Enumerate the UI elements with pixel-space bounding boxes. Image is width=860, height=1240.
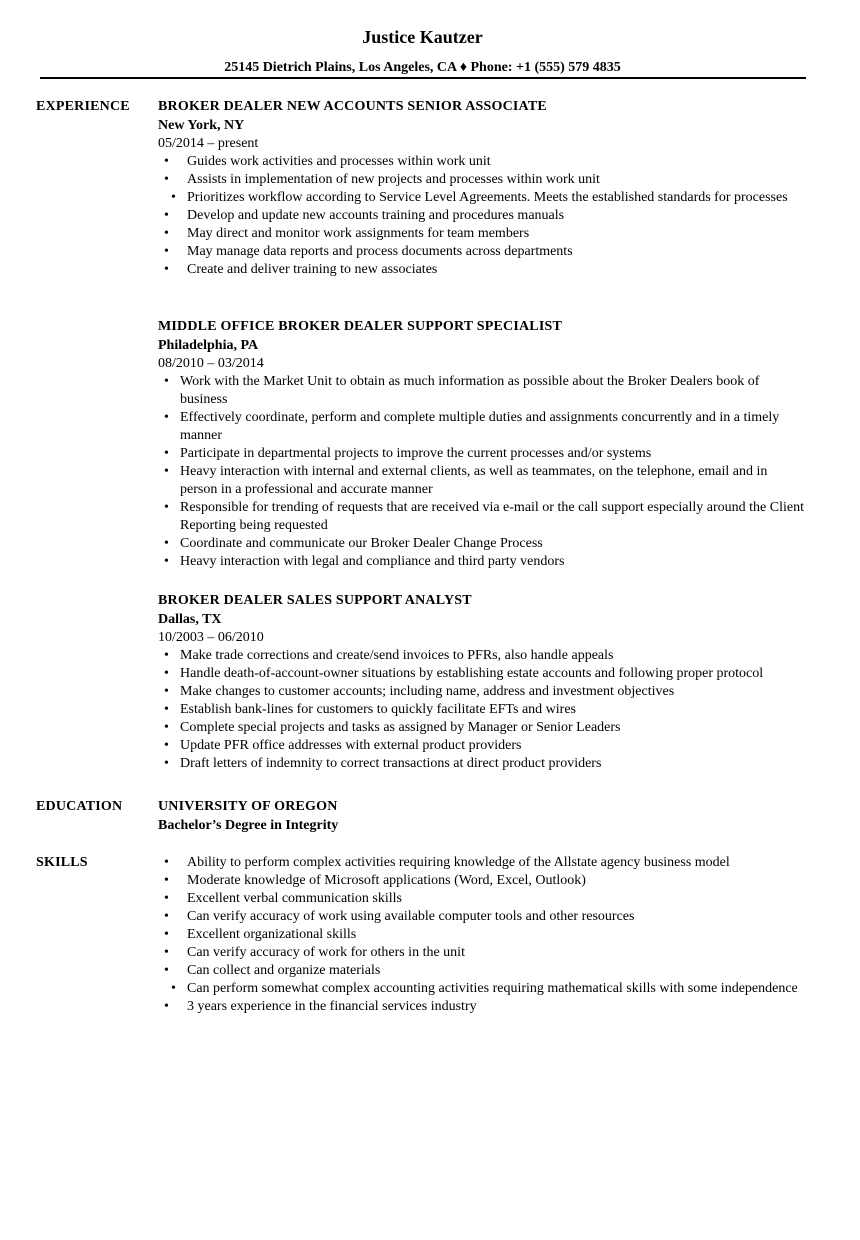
- school-name: UNIVERSITY OF OREGON: [158, 799, 338, 814]
- list-item: • 3 years experience in the financial services industry: [158, 998, 808, 1016]
- contact-line: 25145 Dietrich Plains, Los Angeles, CA ♦ Phone: +1 (555) 579 4835: [224, 60, 621, 75]
- job-dates: 10/2003 – 06/2010: [158, 630, 264, 645]
- job-title: BROKER DEALER SALES SUPPORT ANALYST: [158, 593, 472, 608]
- list-item: • Can verify accuracy of work for others in the unit: [158, 944, 808, 962]
- experience-section-label: EXPERIENCE: [36, 99, 130, 114]
- list-item: • Create and deliver training to new associates: [158, 261, 808, 279]
- job-entry: [158, 591, 808, 773]
- job-location: New York, NY: [158, 118, 245, 133]
- job-entry: [158, 317, 808, 571]
- education-section-label: EDUCATION: [36, 799, 123, 814]
- education-entry: [158, 797, 808, 835]
- list-item: • Draft letters of indemnity to correct transactions at direct product providers: [158, 755, 808, 773]
- list-item: • Excellent organizational skills: [158, 926, 808, 944]
- list-item: • Can verify accuracy of work using available computer tools and other resources: [158, 908, 808, 926]
- list-item: • Heavy interaction with internal and external clients, as well as teammates, on the telephone, email and in person in a professional and accurate manner: [158, 463, 808, 499]
- list-item: • Develop and update new accounts training and procedures manuals: [158, 207, 808, 225]
- job-entry: [158, 97, 808, 279]
- job-bullet-list: [158, 647, 808, 773]
- list-item: • Responsible for trending of requests that are received via e-mail or the call support especially around the Client Reporting being requested: [158, 499, 808, 535]
- skills-list: [158, 854, 808, 1016]
- list-item: • Work with the Market Unit to obtain as much information as possible about the Broker Dealers book of business: [158, 373, 808, 409]
- skills-list-container: [158, 854, 808, 1016]
- job-dates: 08/2010 – 03/2014: [158, 356, 264, 371]
- list-item: • Complete special projects and tasks as assigned by Manager or Senior Leaders: [158, 719, 808, 737]
- list-item: • Guides work activities and processes within work unit: [158, 153, 808, 171]
- job-bullet-list: [158, 373, 808, 571]
- list-item: • Coordinate and communicate our Broker Dealer Change Process: [158, 535, 808, 553]
- list-item: • Establish bank-lines for customers to quickly facilitate EFTs and wires: [158, 701, 808, 719]
- candidate-name: Justice Kautzer: [362, 27, 483, 47]
- list-item: • Make changes to customer accounts; including name, address and investment objectives: [158, 683, 808, 701]
- job-dates: 05/2014 – present: [158, 136, 259, 151]
- job-title: BROKER DEALER NEW ACCOUNTS SENIOR ASSOCIATE: [158, 99, 547, 114]
- list-item: • Assists in implementation of new projects and processes within work unit: [158, 171, 808, 189]
- list-item: • Ability to perform complex activities requiring knowledge of the Allstate agency business model: [158, 854, 808, 872]
- header-divider: [40, 77, 806, 79]
- job-location: Philadelphia, PA: [158, 338, 259, 353]
- job-location: Dallas, TX: [158, 612, 222, 627]
- list-item: • Can collect and organize materials: [158, 962, 808, 980]
- list-item: • Heavy interaction with legal and compliance and third party vendors: [158, 553, 808, 571]
- list-item: • Handle death-of-account-owner situations by establishing estate accounts and following proper protocol: [158, 665, 808, 683]
- list-item: • Make trade corrections and create/send invoices to PFRs, also handle appeals: [158, 647, 808, 665]
- job-bullet-list: [158, 153, 808, 279]
- list-item: • Effectively coordinate, perform and complete multiple duties and assignments concurrently and in a timely manner: [158, 409, 808, 445]
- list-item: • Excellent verbal communication skills: [158, 890, 808, 908]
- degree: Bachelor’s Degree in Integrity: [158, 818, 339, 833]
- skills-section-label: SKILLS: [36, 855, 88, 870]
- list-item: • Moderate knowledge of Microsoft applications (Word, Excel, Outlook): [158, 872, 808, 890]
- list-item: • May manage data reports and process documents across departments: [158, 243, 808, 261]
- list-item: • Prioritizes workflow according to Service Level Agreements. Meets the established standards for processes: [158, 189, 808, 207]
- job-title: MIDDLE OFFICE BROKER DEALER SUPPORT SPECIALIST: [158, 319, 563, 334]
- list-item: • Participate in departmental projects to improve the current processes and/or systems: [158, 445, 808, 463]
- list-item: • Update PFR office addresses with external product providers: [158, 737, 808, 755]
- list-item: • Can perform somewhat complex accounting activities requiring mathematical skills with some independence: [158, 980, 808, 998]
- list-item: • May direct and monitor work assignments for team members: [158, 225, 808, 243]
